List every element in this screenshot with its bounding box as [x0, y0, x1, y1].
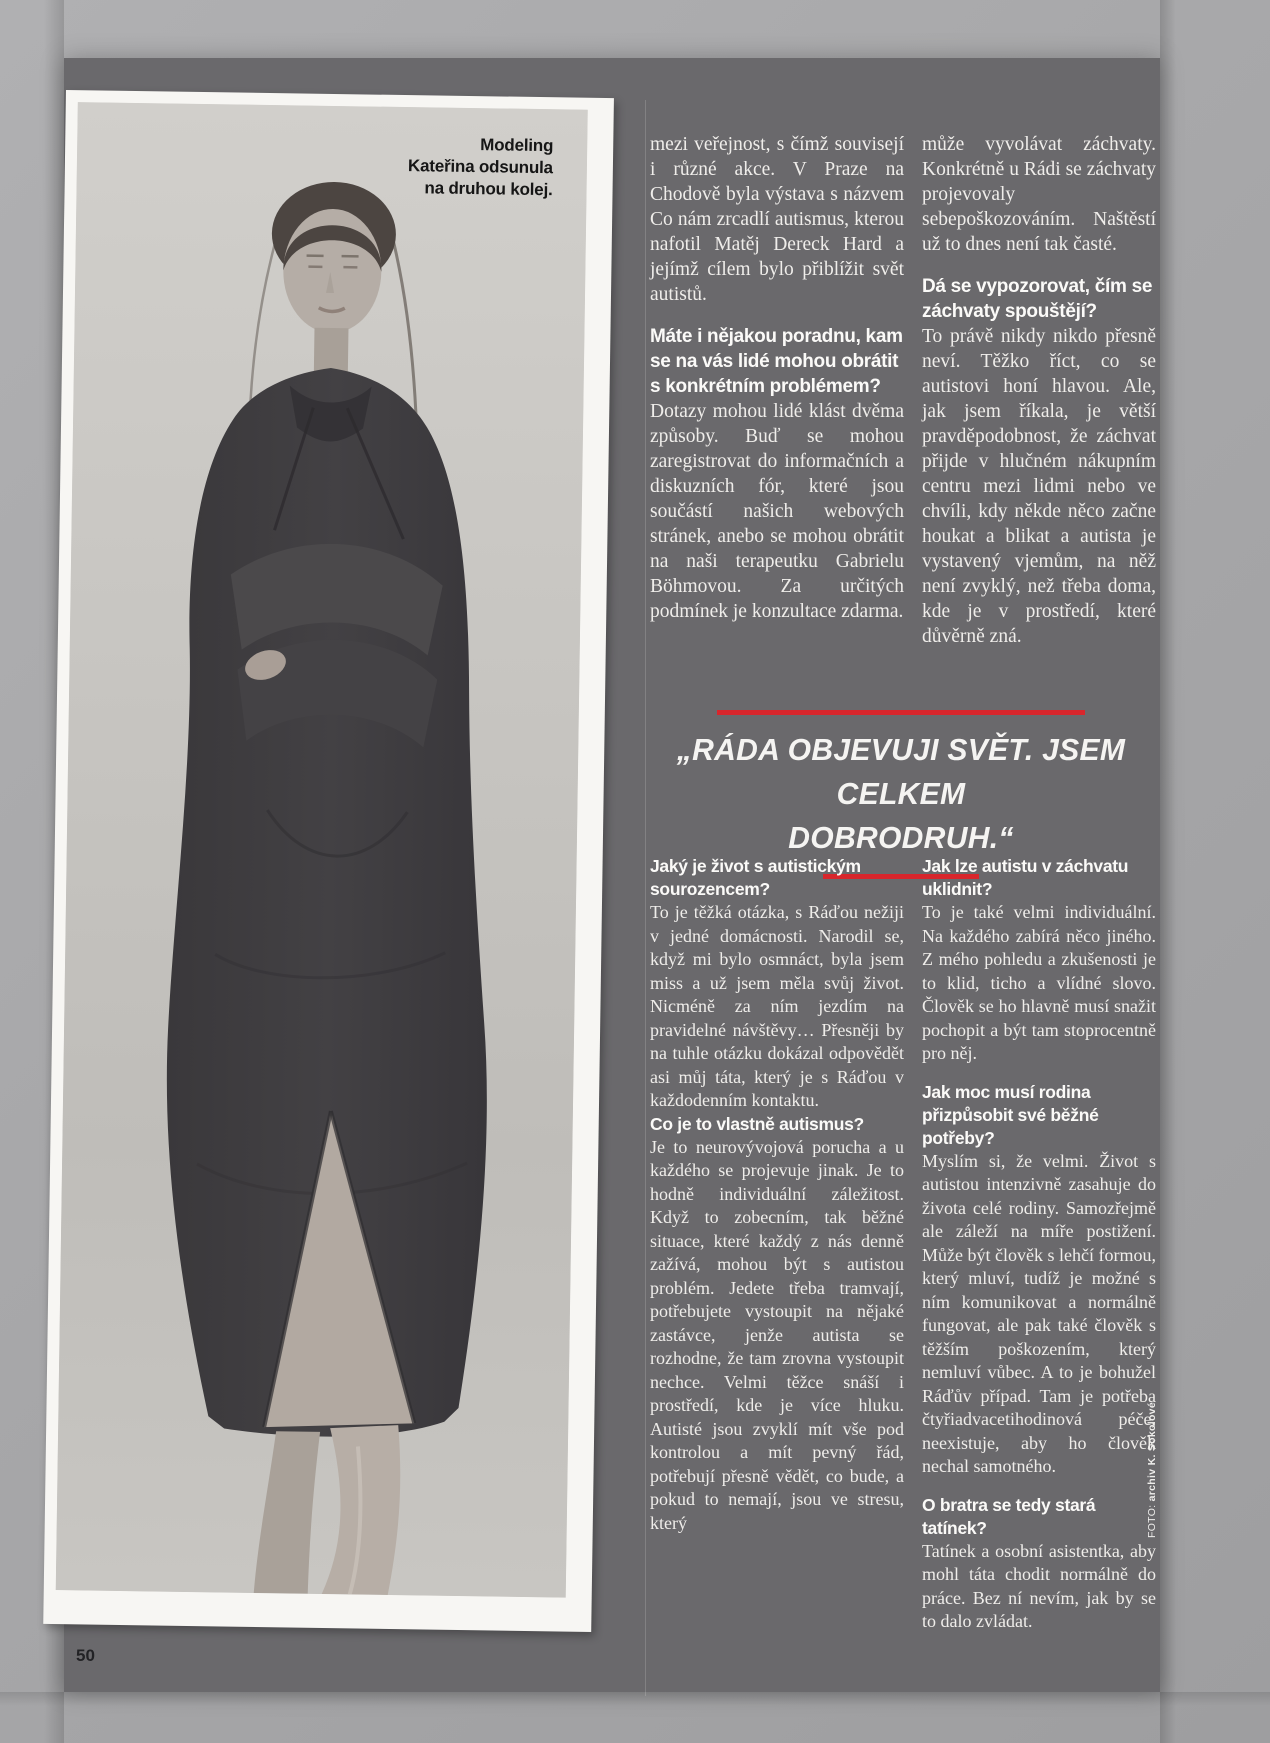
interview-question: Jak moc musí rodina přizpůsobit své běžné potřeby? [922, 1081, 1099, 1148]
article-paragraph: Dotazy mohou lidé klást dvěma způsoby. Buď se mohou zaregistrovat do informačních a diskuzních fór, které jsou součástí našich webových stránek, anebo se mohou obrátit na naši terapeutku Gabrielu Böhmovou. Za určitých podmínek je konzultace zdarma. [650, 401, 904, 622]
interview-question: Co je to vlastně autismus? [650, 1113, 864, 1134]
photo-credit-label: FOTO: [1146, 1501, 1158, 1538]
article-column-bottom-left [650, 840, 904, 1535]
page-number: 50 [76, 1646, 95, 1665]
scan-shadow-bottom [0, 1692, 1270, 1706]
article-paragraph: To je těžká otázka, s Ráďou nežiji v jedné domácnosti. Narodil se, když mi bylo osmnáct, byla jsem miss a už jsem měla svůj život. Nicméně za ním jezdím na pravidelné návštěvy… Přesněji by na tuhle otázku dokázal odpovědět asi můj táta, který je s Ráďou v každodenním kontaktu. [650, 902, 904, 1110]
interview-question: Jak lze autistu v záchvatu uklidnit? [922, 856, 1129, 899]
interview-question: Jaký je život s autistickým sourozencem? [650, 856, 861, 899]
article-column-top-right [922, 132, 1156, 649]
caption-line: na druhou kolej. [424, 178, 553, 200]
caption-line: Kateřina odsunula [407, 156, 554, 178]
quote-rule-top [717, 710, 1085, 715]
magazine-page [64, 58, 1160, 1692]
article-paragraph: mezi veřejnost, s čímž souvisejí i různé akce. V Praze na Chodově byla výstava s názvem Co nám zrcadlí autismus, kterou nafotil Matěj Dereck Hard a jejímž cílem bylo přiblížit svět autistů. [650, 134, 904, 305]
photo-credit-name: archiv K. Sokolové [1146, 1402, 1158, 1502]
article-paragraph: Je to neurovývojová porucha a u každého se projevuje jinak. Je to hodně individuální záležitost. Když to zobecním, tak běžné situace, které každý z nás denně zažívá, mohou být s autistou problém. Jedete třeba tramvají, potřebujete vystoupit na nějaké zastávce, jenže autista se rozhodne, že tam zrovna vystoupit nechce. Velmi těžce snáší i prostředí, kde je více hluku. Autisté jsou zvyklí mít vše pod kontrolou a mít pevný řád, potřebují přesně vědět, co bude, a pokud to nemají, jsou ve stresu, který [650, 1136, 904, 1533]
caption-line: Modeling [480, 135, 554, 156]
article-paragraph: To právě nikdy nikdo přesně neví. Těžko říct, co se autistovi honí hlavou. Ale, jak jsem říkala, je větší pravděpodobnost, že záchvat přijde v hlučném nákupním centru mezi lidmi nebo ve chvíli, kdy někde něco začne houkat a blikat a autista je vystavený vjemům, na něž není zvyklý, než třeba doma, kde je v prostředí, které důvěrně zná. [922, 326, 1156, 647]
article-paragraph: Tatínek a osobní asistentka, aby mohl táta chodit normálně do práce. Bez ní nevím, jak by se to dalo zvládat. [922, 1540, 1156, 1631]
article-paragraph: Myslím si, že velmi. Život s autistou intenzivně zasahuje do života celé rodiny. Samozřejmě ale záleží na míře postižení. Může být člověk s lehčí formou, který mluví, tudíž je možné s ním komunikovat a normálně fungovat, ale pak také člověk s těžším poškozením, který nemluví vůbec. A to je bohužel Ráďův případ. Tam je potřeba čtyřiadvacetihodinová péče, neexistuje, aby ho člověk nechal samotného. [922, 1150, 1156, 1476]
article-column-top-left [650, 132, 904, 624]
photo-print [43, 90, 614, 1632]
photo-caption [408, 133, 554, 201]
portrait-photo [56, 102, 588, 1597]
interview-question: Máte i nějakou poradnu, kam se na vás lidé mohou obrátit s konkrétním problémem? [650, 326, 903, 397]
article-column-bottom-right [922, 840, 1156, 1634]
pull-quote-line: DOBRODRUH.“ [788, 820, 1014, 855]
photo-credit [1146, 1380, 1162, 1538]
interview-question: Dá se vypozorovat, čím se záchvaty spouštějí? [922, 276, 1153, 322]
page-crease-line [645, 100, 646, 1696]
interview-question: O bratra se tedy stará tatínek? [922, 1494, 1096, 1538]
pull-quote-line: „RÁDA OBJEVUJI SVĚT. JSEM CELKEM [676, 732, 1126, 811]
article-paragraph: může vyvolávat záchvaty. Konkrétně u Rádi se záchvaty projevovaly sebepoškozováním. Naštěstí už to dnes není tak časté. [922, 134, 1156, 255]
article-paragraph: To je také velmi individuální. Na každého zabírá něco jiného. Z mého pohledu a zkušenosti je to klid, ticho a vlídné slovo. Člověk se ho hlavně musí snažit pochopit a být tam stoprocentně pro něj. [922, 902, 1156, 1063]
woman-portrait-illustration [56, 102, 588, 1597]
scan-shadow-right [1160, 0, 1176, 1743]
